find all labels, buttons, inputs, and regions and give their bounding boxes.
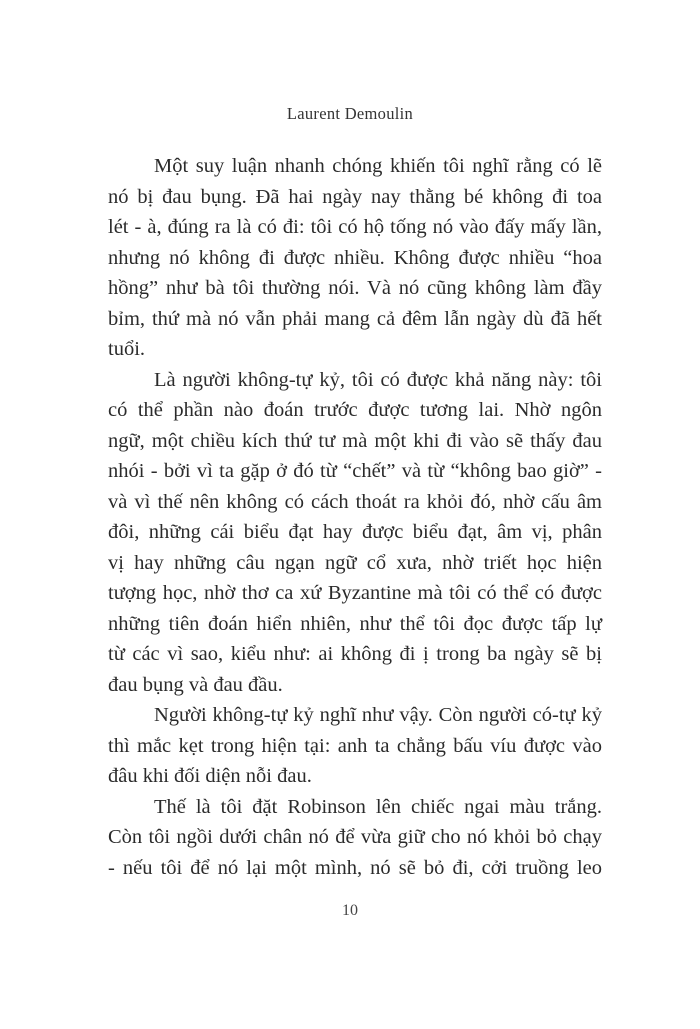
text-line: hồng” như bà tôi thường nói. Và nó cũng không làm đầy	[108, 277, 602, 299]
running-header: Laurent Demoulin	[286, 104, 414, 123]
text-line: nhưng nó không đi được nhiều. Không được nhiều “hoa	[108, 246, 602, 269]
text-line: đau bụng và đau đầu.	[108, 673, 283, 696]
text-line: từ các vì sao, kiểu như: ai không đi ị trong ba ngày sẽ bị	[108, 643, 602, 665]
text-line: đâu khi đối diện nỗi đau.	[108, 765, 312, 787]
text-line: tuổi.	[108, 338, 146, 360]
text-line: và vì thế nên không có cách thoát ra khỏi đó, nhờ cấu âm	[108, 490, 602, 513]
text-line: vị hay những câu ngạn ngữ cổ xưa, nhờ triết học hiện	[108, 551, 602, 574]
paragraph	[108, 792, 602, 884]
text-line: tượng học, nhờ thơ ca xứ Byzantine mà tôi có thể có được	[108, 582, 602, 604]
text-line: đôi, những cái biểu đạt hay được biểu đạt, âm vị, phân	[108, 521, 602, 543]
text-line: Còn tôi ngồi dưới chân nó để vừa giữ cho nó khỏi bỏ chạy	[108, 826, 602, 848]
text-line: Người không-tự kỷ nghĩ như vậy. Còn người có-tự kỷ	[154, 704, 602, 726]
text-line: có thể phần nào đoán trước được tương lai. Nhờ ngôn	[108, 399, 602, 421]
page-body	[108, 151, 602, 883]
paragraph	[108, 151, 602, 365]
text-line: lét - à, đúng ra là có đi: tôi có hộ tống nó vào đấy mấy lần,	[108, 216, 602, 238]
page-number: 10	[342, 902, 358, 919]
text-line: những tiên đoán hiển nhiên, như thể tôi đọc được tấp lự	[108, 612, 602, 635]
text-line: Là người không-tự kỷ, tôi có được khả năng này: tôi	[154, 368, 602, 391]
paragraph	[108, 700, 602, 792]
text-line: nó bị đau bụng. Đã hai ngày nay thằng bé không đi toa	[108, 185, 602, 208]
text-line: bỉm, thứ mà nó vẫn phải mang cả đêm lẫn ngày dù đã hết	[108, 307, 602, 330]
text-line: ngữ, một chiều kích thứ tư mà một khi đi vào sẽ thấy đau	[108, 429, 602, 452]
text-line: - nếu tôi để nó lại một mình, nó sẽ bỏ đi, cởi truồng leo	[108, 856, 602, 879]
text-line: Thế là tôi đặt Robinson lên chiếc ngai màu trắng.	[154, 795, 602, 818]
paragraph	[108, 365, 602, 701]
text-line: nhói - bởi vì ta gặp ở đó từ “chết” và từ “không bao giờ” -	[108, 460, 602, 482]
text-line: Một suy luận nhanh chóng khiến tôi nghĩ rằng có lẽ	[154, 155, 602, 177]
text-line: thì mắc kẹt trong hiện tại: anh ta chẳng bấu víu được vào	[108, 734, 602, 757]
